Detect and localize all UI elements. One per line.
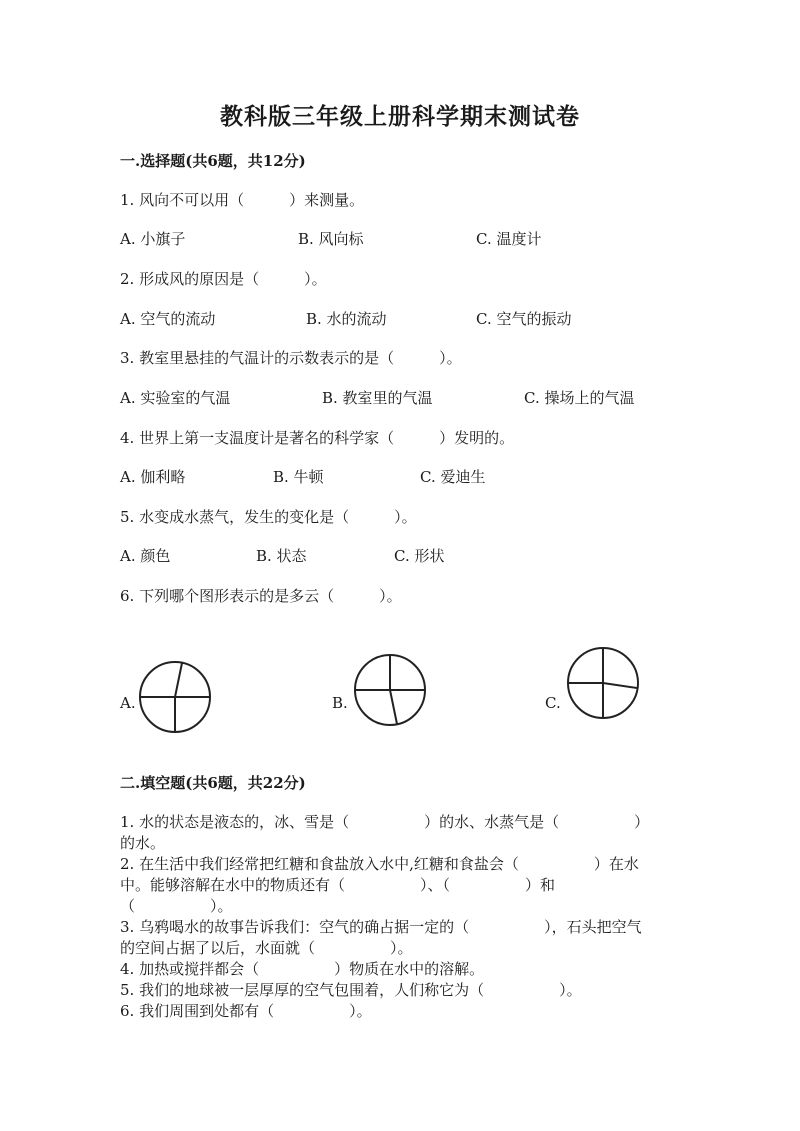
q3-option-c: C. 操场上的气温 <box>524 389 635 407</box>
page-title: 教科版三年级上册科学期末测试卷 <box>220 103 580 130</box>
fill-line-1: 1. 水的状态是液态的，冰、雪是（ ）的水、水蒸气是（ ） <box>120 813 650 831</box>
question-3: 3. 教室里悬挂的气温计的示数表示的是（ ）。 <box>120 349 462 367</box>
fill-line-2: 的水。 <box>120 834 166 852</box>
question-1: 1. 风向不可以用（ ）来测量。 <box>120 191 365 209</box>
fill-line-6: 3. 乌鸦喝水的故事告诉我们：空气的确占据一定的（ ），石头把空气 <box>120 918 642 936</box>
question-2: 2. 形成风的原因是（ ）。 <box>120 270 327 288</box>
q1-option-c: C. 温度计 <box>476 230 542 248</box>
q5-option-a: A. 颜色 <box>120 547 171 565</box>
q6-option-c: C. <box>545 694 561 712</box>
q5-option-c: C. 形状 <box>394 547 445 565</box>
q3-option-b: B. 教室里的气温 <box>322 389 433 407</box>
q2-option-c: C. 空气的振动 <box>476 310 572 328</box>
section-heading-fill: 二.填空题(共6题，共22分) <box>120 774 306 792</box>
fill-line-4: 中。能够溶解在水中的物质还有（ ）、（ ）和 <box>120 876 556 894</box>
q3-option-a: A. 实验室的气温 <box>120 389 231 407</box>
q6-option-a: A. <box>120 694 136 712</box>
q1-option-a: A. 小旗子 <box>120 230 186 248</box>
q6-option-b: B. <box>332 694 348 712</box>
cloud-figure-a <box>138 660 212 734</box>
fill-line-10: 6. 我们周围到处都有（ ）。 <box>120 1002 372 1020</box>
question-5: 5. 水变成水蒸气，发生的变化是（ ）。 <box>120 508 417 526</box>
fill-line-5: （ ）。 <box>120 897 233 915</box>
q2-option-a: A. 空气的流动 <box>120 310 216 328</box>
q2-option-b: B. 水的流动 <box>306 310 387 328</box>
fill-line-9: 5. 我们的地球被一层厚厚的空气包围着，人们称它为（ ）。 <box>120 981 582 999</box>
fill-line-7: 的空间占据了以后，水面就（ ）。 <box>120 939 413 957</box>
fill-line-3: 2. 在生活中我们经常把红糖和食盐放入水中,红糖和食盐会（ ）在水 <box>120 855 639 873</box>
q1-option-b: B. 风向标 <box>298 230 364 248</box>
figure-a-slant-line <box>175 663 182 697</box>
question-4: 4. 世界上第一支温度计是著名的科学家（ ）发明的。 <box>120 429 515 447</box>
figure-c-slant-line <box>603 683 637 688</box>
q4-option-b: B. 牛顿 <box>273 468 324 486</box>
cloud-figure-c <box>566 646 640 720</box>
question-6: 6. 下列哪个图形表示的是多云（ ）。 <box>120 587 402 605</box>
q4-option-a: A. 伽利略 <box>120 468 186 486</box>
section-heading-choice: 一.选择题(共6题，共12分) <box>120 152 306 170</box>
fill-line-8: 4. 加热或搅拌都会（ ）物质在水中的溶解。 <box>120 960 485 978</box>
cloud-figure-b <box>353 653 427 727</box>
figure-b-slant-line <box>390 690 397 724</box>
q4-option-c: C. 爱迪生 <box>420 468 486 486</box>
q5-option-b: B. 状态 <box>256 547 307 565</box>
